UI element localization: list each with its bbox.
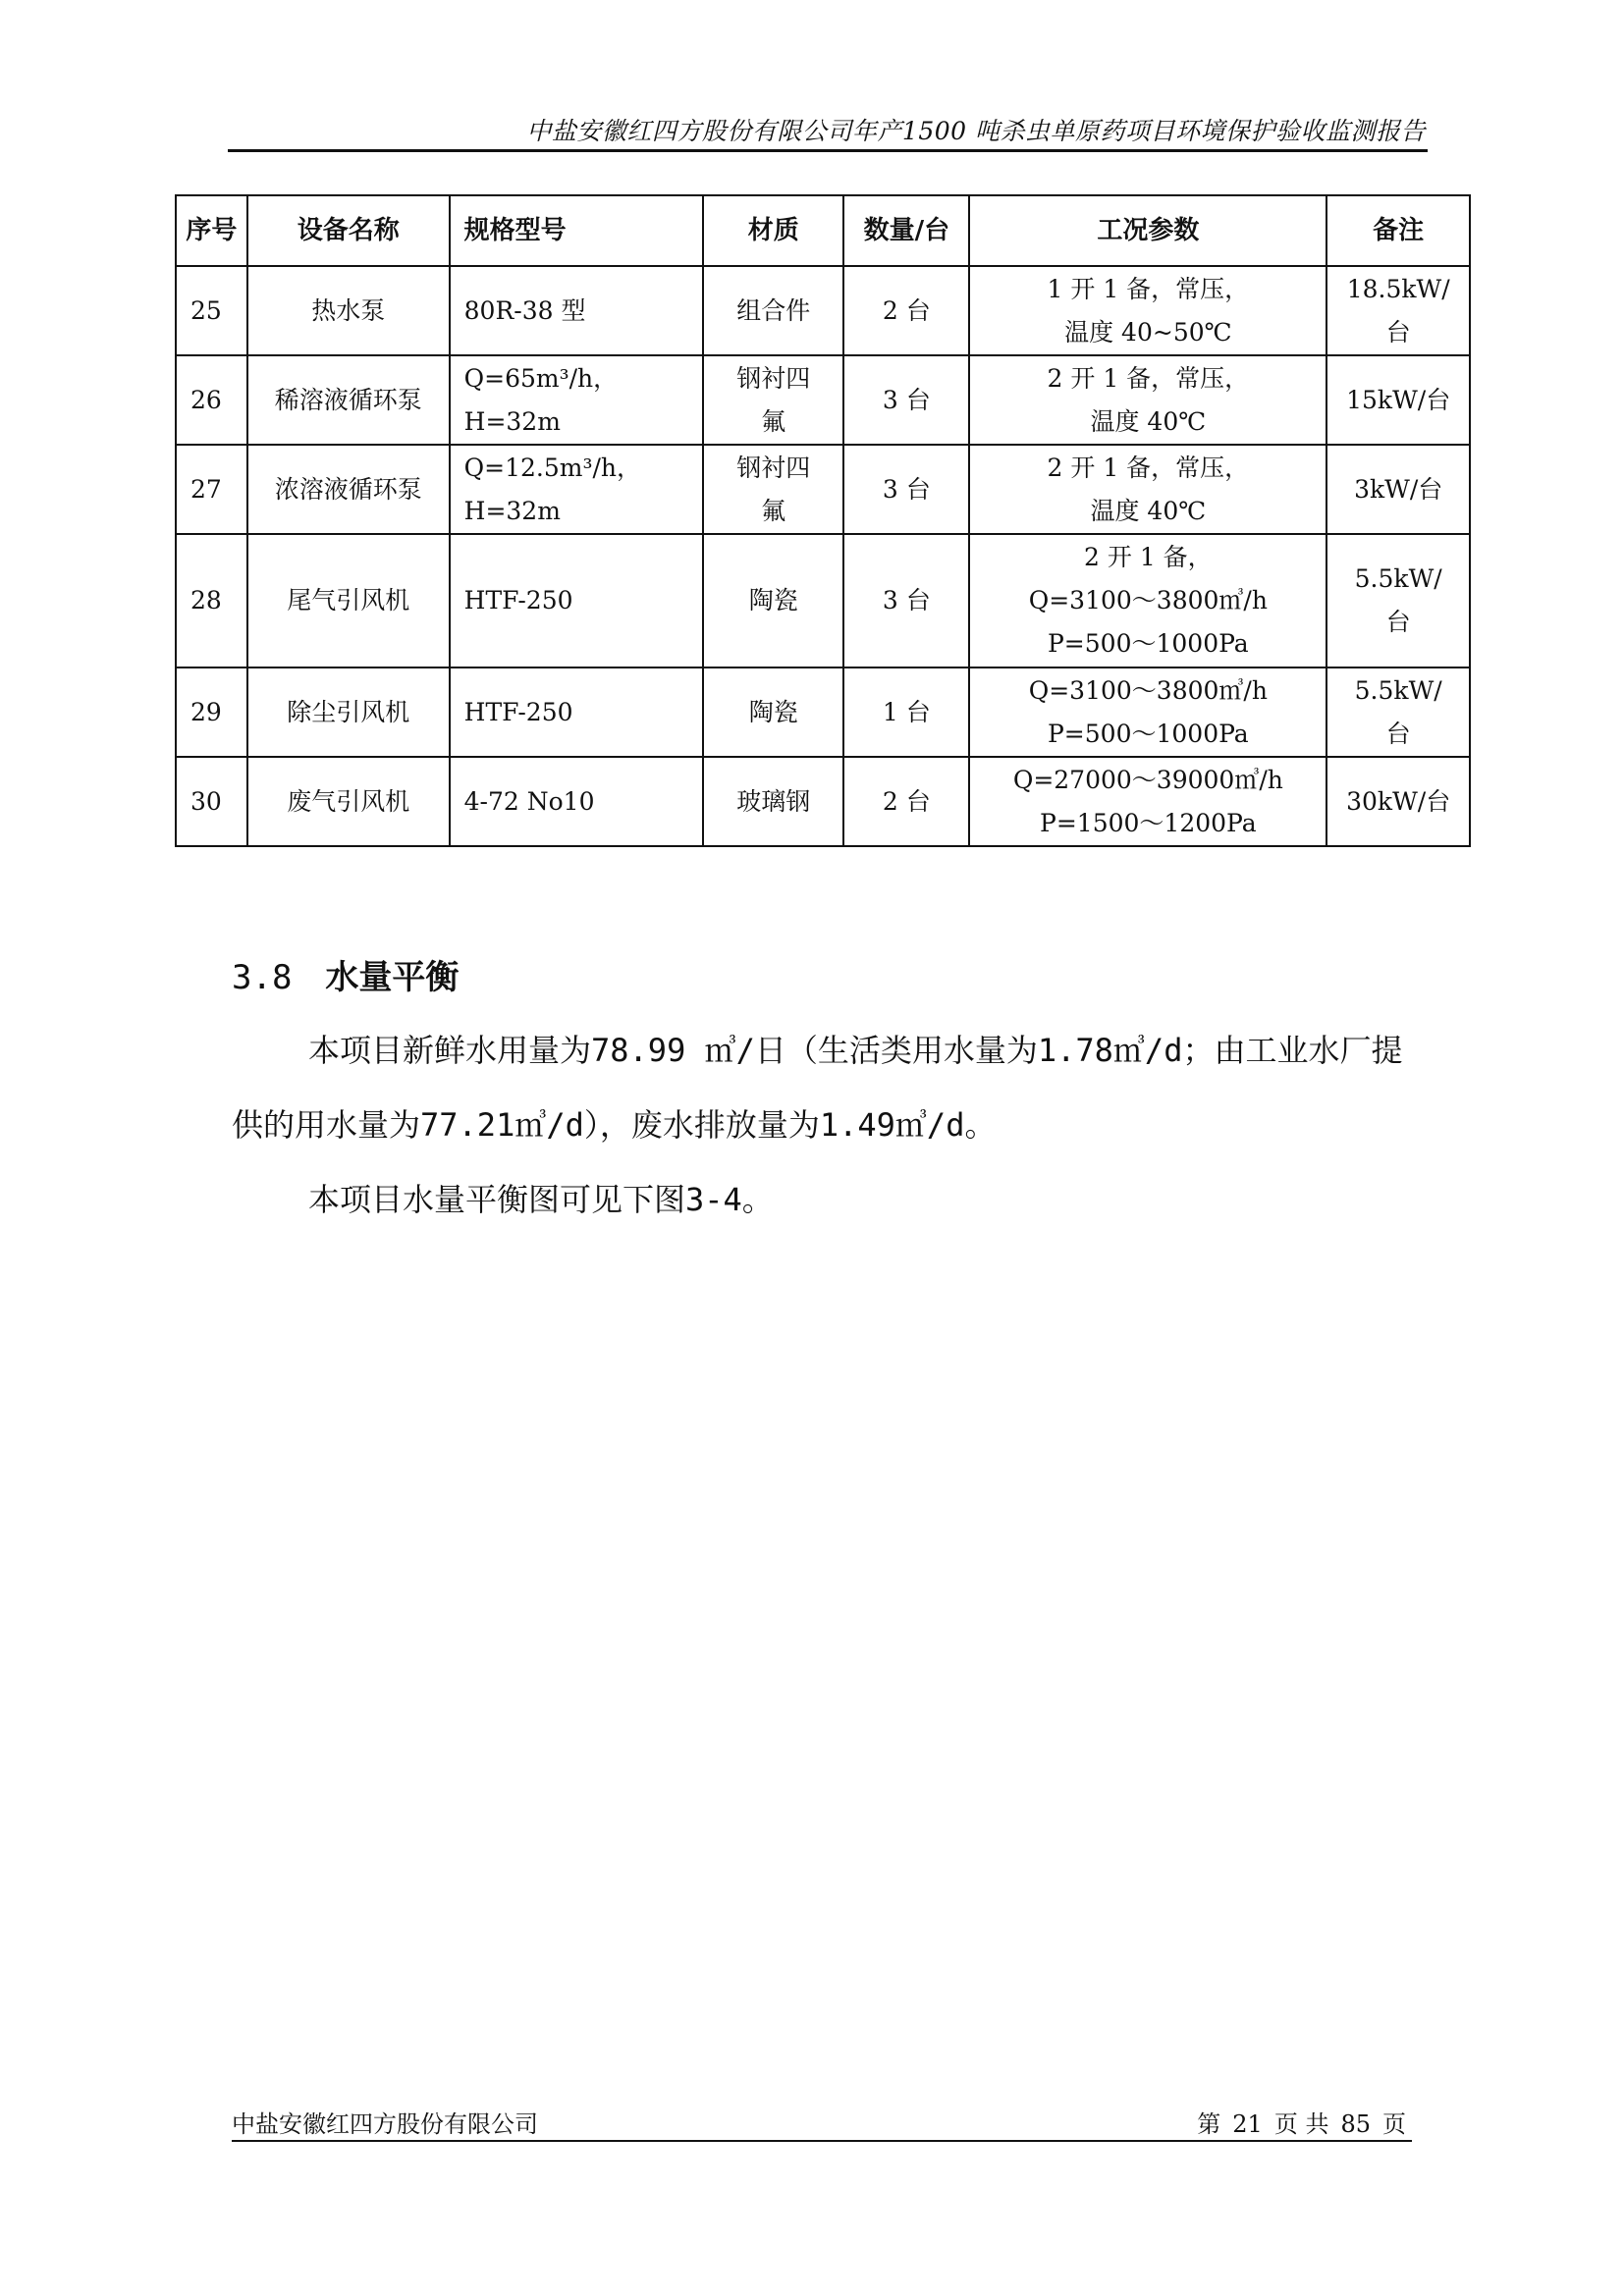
table-row xyxy=(176,667,1470,757)
cell-note xyxy=(1326,266,1470,355)
cell-spec xyxy=(450,355,704,445)
column-header: 序号 xyxy=(176,195,247,266)
cell-note-line: 5.5kW/ xyxy=(1354,675,1442,705)
cell-material xyxy=(703,534,843,667)
cell-spec xyxy=(450,757,704,846)
cell-params xyxy=(969,355,1326,445)
cell-qty: 3 台 xyxy=(843,355,969,445)
section-number: 3.8 xyxy=(232,958,293,997)
cell-note-line: 15kW/台 xyxy=(1346,385,1451,414)
cell-qty: 1 台 xyxy=(843,667,969,757)
cell-note xyxy=(1326,667,1470,757)
cell-params-line: Q=3100～3800㎥/h xyxy=(1028,675,1268,705)
cell-params xyxy=(969,266,1326,355)
cell-material-line: 陶瓷 xyxy=(748,697,798,726)
cell-qty: 3 台 xyxy=(843,445,969,534)
cell-note-line: 台 xyxy=(1385,719,1411,748)
cell-material-line: 组合件 xyxy=(736,295,811,325)
paragraph: 本项目水量平衡图可见下图3-4。 xyxy=(308,1181,774,1218)
cell-material-line: 钢衬四 xyxy=(736,363,811,393)
column-header: 数量/台 xyxy=(843,195,969,266)
cell-params xyxy=(969,667,1326,757)
section-heading xyxy=(232,950,459,998)
cell-note xyxy=(1326,355,1470,445)
cell-params-line: P=1500～1200Pa xyxy=(1040,808,1257,837)
cell-params-line: 温度 40℃ xyxy=(1090,406,1207,436)
column-header: 设备名称 xyxy=(247,195,450,266)
cell-seq: 25 xyxy=(176,266,247,355)
cell-params xyxy=(969,534,1326,667)
cell-spec-line: Q=65m³/h，H=32m xyxy=(463,363,619,436)
cell-note-line: 30kW/台 xyxy=(1346,786,1451,816)
cell-params-line: Q=27000～39000㎥/h xyxy=(1012,765,1283,794)
cell-note xyxy=(1326,757,1470,846)
cell-spec-line: 80R-38 型 xyxy=(463,295,586,325)
column-header: 备注 xyxy=(1326,195,1470,266)
cell-seq: 28 xyxy=(176,534,247,667)
page-suffix: 页 xyxy=(1382,2110,1406,2138)
cell-material xyxy=(703,266,843,355)
cell-name: 尾气引风机 xyxy=(247,534,450,667)
cell-name: 浓溶液循环泵 xyxy=(247,445,450,534)
cell-material-line: 陶瓷 xyxy=(748,586,798,614)
cell-spec xyxy=(450,266,704,355)
column-header: 材质 xyxy=(703,195,843,266)
cell-qty: 2 台 xyxy=(843,757,969,846)
cell-spec-line: 4-72 No10 xyxy=(463,786,595,816)
cell-params xyxy=(969,757,1326,846)
cell-material xyxy=(703,667,843,757)
cell-material-line: 钢衬四 xyxy=(736,453,811,482)
cell-params-line: P=500～1000Pa xyxy=(1047,719,1249,748)
section-title: 水量平衡 xyxy=(325,958,460,997)
cell-note xyxy=(1326,534,1470,667)
cell-seq: 29 xyxy=(176,667,247,757)
cell-seq: 26 xyxy=(176,355,247,445)
table-row xyxy=(176,445,1470,534)
page-footer xyxy=(232,2105,1412,2142)
cell-spec-line: HTF-250 xyxy=(463,697,573,726)
cell-spec xyxy=(450,534,704,667)
cell-spec xyxy=(450,667,704,757)
cell-note-line: 台 xyxy=(1385,608,1411,636)
cell-params-line: 温度 40~50℃ xyxy=(1064,317,1232,347)
page-mid: 页 共 xyxy=(1273,2110,1329,2138)
column-header: 规格型号 xyxy=(450,195,704,266)
table-row xyxy=(176,355,1470,445)
cell-note xyxy=(1326,445,1470,534)
cell-name: 热水泵 xyxy=(247,266,450,355)
page-number: 21 xyxy=(1232,2110,1263,2138)
cell-name: 除尘引风机 xyxy=(247,667,450,757)
cell-params-line: 2 开 1 备，常压， xyxy=(1047,453,1250,482)
header-divider xyxy=(228,149,1428,152)
cell-note-line: 台 xyxy=(1385,317,1411,347)
cell-params-line: 2 开 1 备，常压， xyxy=(1047,363,1250,393)
table-row xyxy=(176,266,1470,355)
cell-material-line: 氟 xyxy=(761,406,786,436)
page-total: 85 xyxy=(1340,2110,1371,2138)
cell-material xyxy=(703,355,843,445)
cell-material-line: 氟 xyxy=(761,496,786,525)
cell-params-line: 温度 40℃ xyxy=(1090,496,1207,525)
cell-params-line: P=500～1000Pa xyxy=(1047,629,1249,658)
cell-params xyxy=(969,445,1326,534)
cell-name: 稀溶液循环泵 xyxy=(247,355,450,445)
cell-qty: 2 台 xyxy=(843,266,969,355)
table-header-row xyxy=(176,195,1470,266)
cell-params-line: 1 开 1 备，常压， xyxy=(1047,274,1250,303)
cell-spec-line: HTF-250 xyxy=(463,586,573,614)
cell-params-line: 2 开 1 备， xyxy=(1084,543,1213,571)
cell-material xyxy=(703,757,843,846)
column-header: 工况参数 xyxy=(969,195,1326,266)
paragraph: 本项目新鲜水用量为78.99 ㎥/日（生活类用水量为1.78㎥/d；由工业水厂提供的用水量为77.21㎥/d），废水排放量为1.49㎥/d。 xyxy=(232,1032,1403,1144)
cell-seq: 30 xyxy=(176,757,247,846)
cell-note-line: 5.5kW/ xyxy=(1354,564,1442,593)
cell-spec xyxy=(450,445,704,534)
cell-name: 废气引风机 xyxy=(247,757,450,846)
footer-company: 中盐安徽红四方股份有限公司 xyxy=(232,2110,538,2138)
table-row xyxy=(176,757,1470,846)
page-header: 中盐安徽红四方股份有限公司年产1500 吨杀虫单原药项目环境保护验收监测报告 xyxy=(526,117,1426,145)
cell-seq: 27 xyxy=(176,445,247,534)
cell-spec-line: Q=12.5m³/h， xyxy=(463,453,641,482)
equipment-table xyxy=(175,194,1471,847)
page-prefix: 第 xyxy=(1197,2110,1221,2138)
cell-qty: 3 台 xyxy=(843,534,969,667)
cell-material-line: 玻璃钢 xyxy=(736,786,811,816)
table-row xyxy=(176,534,1470,667)
cell-params-line: Q=3100～3800㎥/h xyxy=(1028,586,1268,614)
cell-note-line: 18.5kW/ xyxy=(1346,274,1450,303)
cell-note-line: 3kW/台 xyxy=(1354,474,1443,504)
cell-material xyxy=(703,445,843,534)
page-indicator xyxy=(1191,2105,1412,2139)
cell-spec-line: H=32m xyxy=(463,496,561,525)
